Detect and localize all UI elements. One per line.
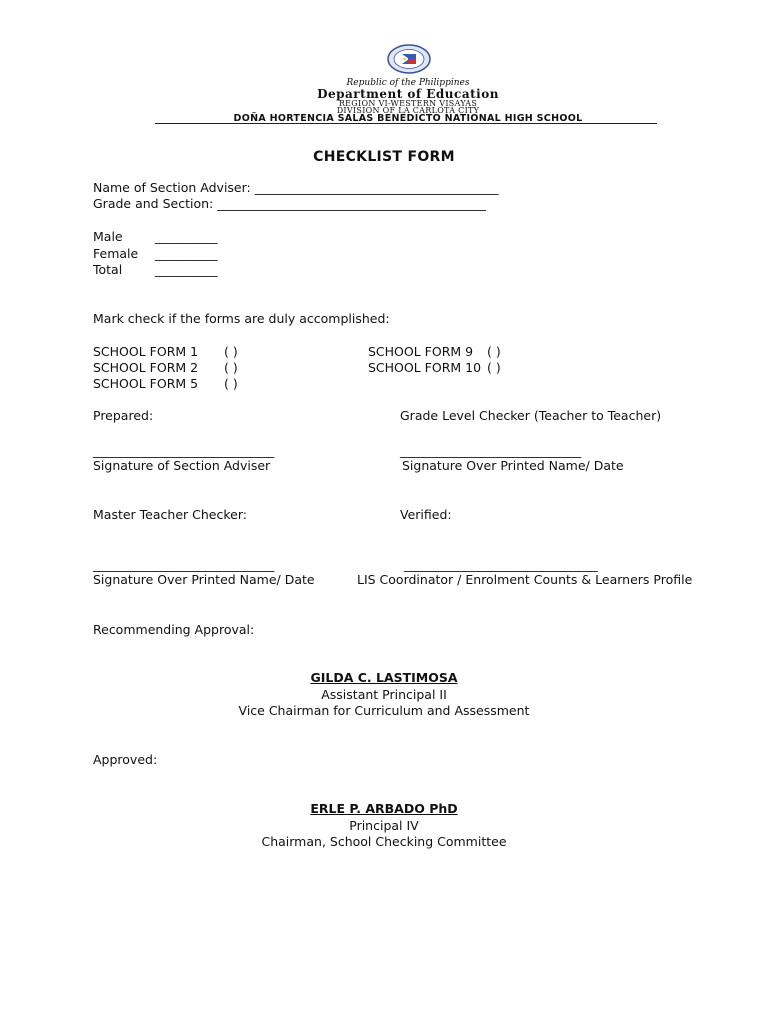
prepared-label: Prepared: [93,408,154,423]
header-divider [155,123,657,124]
adviser-signature-caption: Signature of Section Adviser [93,458,271,473]
grade-section-field[interactable]: Grade and Section: ___________________________________________ [93,196,486,211]
verifier-signature-line[interactable]: _______________________________ [404,557,598,572]
school-form-1-checkbox[interactable]: ( ) [224,344,238,359]
school-form-10-checkbox[interactable]: ( ) [487,360,501,375]
school-form-2-checkbox[interactable]: ( ) [224,360,238,375]
lis-coordinator-caption: LIS Coordinator / Enrolment Counts & Learners Profile [357,572,693,587]
verified-label: Verified: [400,507,452,522]
approved-name: ERLE P. ARBADO PhD [310,801,458,816]
adviser-signature-line[interactable]: _____________________________ [93,443,275,458]
approved-position: Principal IV [349,818,419,833]
school-form-5-label: SCHOOL FORM 5 [93,376,199,391]
approved-label: Approved: [93,752,158,767]
division-text: DIVISION OF LA CARLOTA CITY [336,106,480,115]
male-field[interactable]: __________ [155,229,218,244]
recommending-role: Vice Chairman for Curriculum and Assessment [238,703,530,718]
female-field[interactable]: __________ [155,246,218,261]
school-form-9-checkbox[interactable]: ( ) [487,344,501,359]
total-label: Total [93,262,123,277]
female-label: Female [93,246,139,261]
school-form-5-checkbox[interactable]: ( ) [224,376,238,391]
school-name: DOÑA HORTENCIA SALAS BENEDICTO NATIONAL HIGH SCHOOL [233,113,583,124]
deped-seal-icon [386,44,432,74]
adviser-field[interactable]: Name of Section Adviser: _______________________________________ [93,180,499,195]
form-title: CHECKLIST FORM [313,149,455,165]
recommending-position: Assistant Principal II [321,687,447,702]
instruction-text: Mark check if the forms are duly accomplished: [93,311,390,326]
republic-text: Republic of the Philippines [346,78,470,88]
master-checker-label: Master Teacher Checker: [93,507,247,522]
school-form-10-label: SCHOOL FORM 10 [368,360,482,375]
approved-role: Chairman, School Checking Committee [261,834,507,849]
department-text: Department of Education [317,87,499,101]
master-checker-signature-caption: Signature Over Printed Name/ Date [93,572,315,587]
school-form-2-label: SCHOOL FORM 2 [93,360,199,375]
grade-checker-signature-caption: Signature Over Printed Name/ Date [402,458,624,473]
master-checker-signature-line[interactable]: _____________________________ [93,557,275,572]
recommending-label: Recommending Approval: [93,622,255,637]
school-form-9-label: SCHOOL FORM 9 [368,344,474,359]
total-field[interactable]: __________ [155,262,218,277]
grade-checker-label: Grade Level Checker (Teacher to Teacher) [400,408,662,423]
recommending-name: GILDA C. LASTIMOSA [310,670,458,685]
school-form-1-label: SCHOOL FORM 1 [93,344,199,359]
grade-checker-signature-line[interactable]: _____________________________ [400,443,582,458]
male-label: Male [93,229,123,244]
region-text: REGION VI-WESTERN VISAYAS [338,99,478,108]
